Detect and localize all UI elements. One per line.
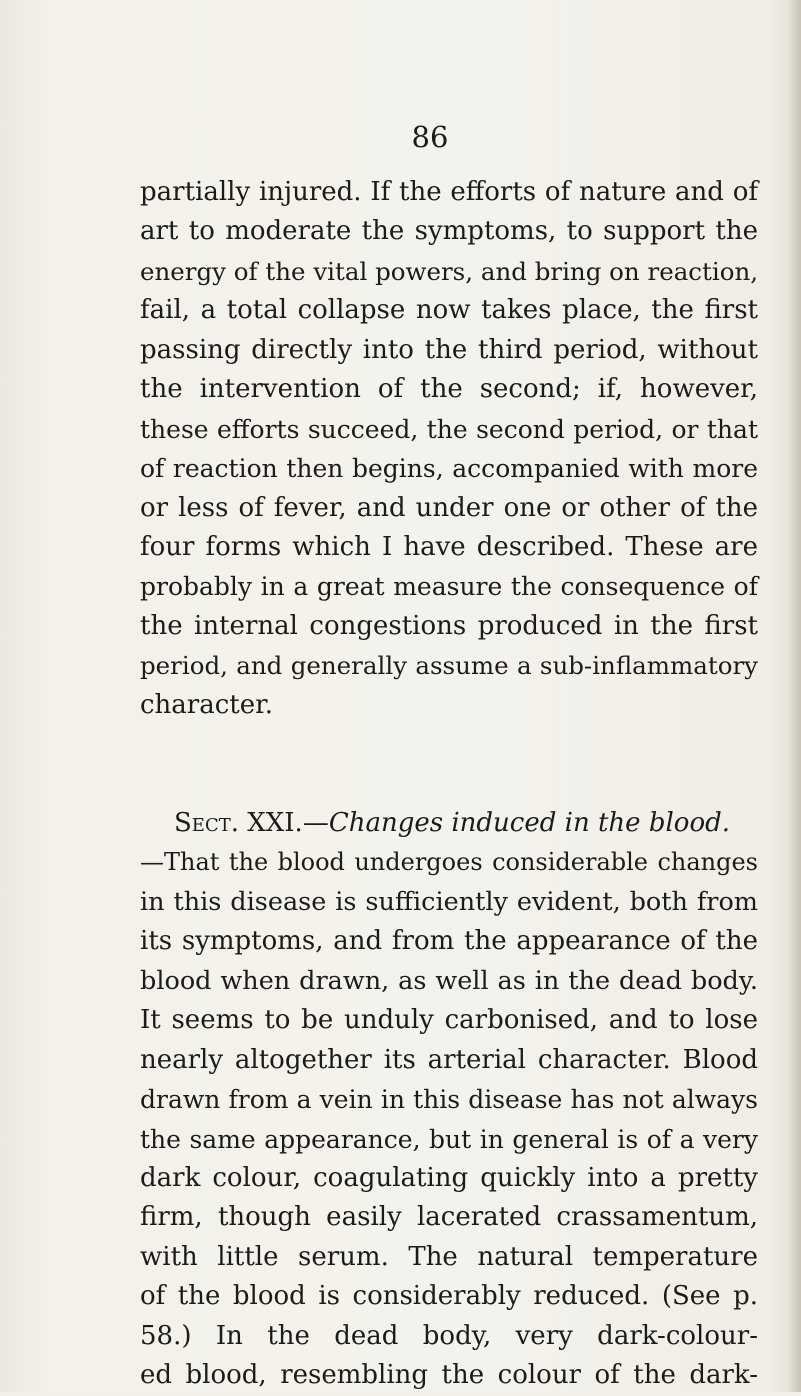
text-line: It seems to be unduly carbonised, and to lose (140, 1005, 758, 1036)
text-line: nearly altogether its arterial character. Blood (140, 1044, 758, 1075)
text-line: four forms which I have described. These are (140, 531, 758, 562)
text-line: blood when drawn, as well as in the dead body. (140, 965, 758, 996)
text-line: character. (140, 689, 273, 720)
text-line: partially injured. If the efforts of nature and of (140, 177, 758, 207)
text-line: drawn from a vein in this disease has not always (140, 1085, 758, 1115)
section-label: Sect. XXI.— (174, 808, 329, 839)
section-heading-line (140, 804, 758, 843)
text-line: period, and generally assume a sub-inflammatory (140, 651, 758, 681)
text-line: —That the blood undergoes considerable changes (140, 848, 758, 877)
text-line: these efforts succeed, the second period, or that (140, 414, 758, 444)
text-line: probably in a great measure the consequence of (140, 572, 758, 602)
page-text (140, 173, 758, 1396)
section-xxi (140, 804, 758, 1396)
page-number: 86 (411, 120, 449, 154)
text-line: its symptoms, and from the appearance of the (140, 926, 758, 957)
text-line: of the blood is considerably reduced. (See p. (140, 1281, 758, 1312)
text-line: or less of fever, and under one or other of the (140, 492, 758, 523)
paragraph-gap (140, 725, 758, 804)
text-line: the intervention of the second; if, however, (140, 374, 758, 405)
text-line: with little serum. The natural temperature (140, 1241, 758, 1272)
page-edge-shadow (787, 0, 801, 1392)
text-line: energy of the vital powers, and bring on reaction, (140, 256, 759, 286)
text-line: dark colour, coagulating quickly into a pretty (140, 1162, 758, 1193)
text-line: fail, a total collapse now takes place, the first (140, 295, 758, 326)
text-line: the same appearance, but in general is of a very (140, 1124, 758, 1154)
paragraph-1 (140, 173, 758, 725)
text-line: firm, though easily lacerated crassamentum, (140, 1202, 758, 1233)
text-line: passing directly into the third period, without (140, 334, 758, 365)
text-line: ed blood, resembling the colour of the dark- (140, 1360, 758, 1391)
text-line: the internal congestions produced in the first (140, 610, 758, 641)
text-line: in this disease is sufficiently evident, both from (140, 886, 758, 917)
text-line: art to moderate the symptoms, to support the (140, 216, 758, 247)
section-title: Changes induced in the blood. (328, 808, 730, 839)
text-line: 58.) In the dead body, very dark-colour- (140, 1320, 758, 1351)
text-line: of reaction then begins, accompanied with more (140, 454, 758, 484)
